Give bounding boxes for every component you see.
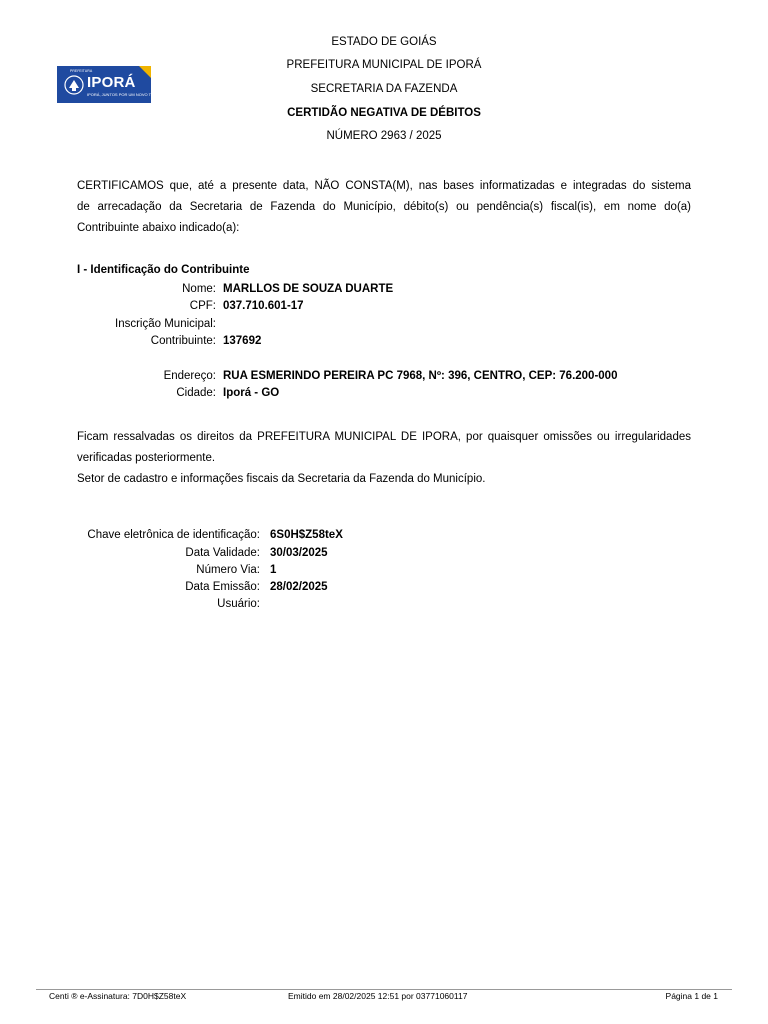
inscricao-label: Inscrição Municipal:: [115, 318, 216, 330]
header-state: ESTADO DE GOIÁS: [331, 36, 437, 48]
intro-line-2: de arrecadação da Secretaria de Fazenda do Município, débito(s) ou pendência(s) fiscal(is), em nome do(a): [77, 201, 691, 213]
cpf-value: 037.710.601-17: [223, 300, 304, 312]
intro-line-3: Contribuinte abaixo indicado(a):: [77, 222, 240, 234]
chave-value: 6S0H$Z58teX: [270, 529, 343, 541]
section-title: I - Identificação do Contribuinte: [77, 264, 250, 276]
footer-assinatura: Centi ® e-Assinatura: 7D0H$Z58teX: [49, 991, 187, 1001]
endereco-label: Endereço:: [163, 370, 216, 382]
logo-name: IPORÁ: [87, 74, 136, 91]
contribuinte-label: Contribuinte:: [150, 335, 216, 347]
validade-label: Data Validade:: [185, 547, 260, 559]
nome-label: Nome:: [182, 283, 216, 295]
via-value: 1: [270, 564, 277, 576]
ressalva-paragraph: [77, 427, 691, 490]
ressalva-line-1: Ficam ressalvadas os direitos da PREFEITURA MUNICIPAL DE IPORA, por quaisquer omissões ou irregularidades: [77, 431, 691, 443]
footer-divider: [36, 989, 732, 990]
via-label: Número Via:: [196, 564, 260, 576]
emissao-label: Data Emissão:: [185, 581, 260, 593]
cidade-label: Cidade:: [176, 387, 216, 399]
validade-value: 30/03/2025: [270, 547, 328, 559]
header-prefeitura: PREFEITURA MUNICIPAL DE IPORÁ: [286, 59, 482, 71]
nome-value: MARLLOS DE SOUZA DUARTE: [223, 283, 394, 295]
header-secretaria: SECRETARIA DA FAZENDA: [310, 83, 458, 95]
usuario-label: Usuário:: [217, 598, 260, 610]
logo-tagline: IPORÁ, JUNTOS POR UM NOVO TEMPO: [87, 92, 163, 97]
intro-line-1: CERTIFICAMOS que, até a presente data, NÃO CONSTA(M), nas bases informatizadas e integradas do sistema: [77, 180, 691, 192]
ressalva-line-2: verificadas posteriormente.: [77, 452, 216, 464]
cpf-label: CPF:: [189, 300, 216, 312]
contribuinte-value: 137692: [223, 335, 262, 347]
document-title: CERTIDÃO NEGATIVA DE DÉBITOS: [287, 107, 481, 119]
document-number: NÚMERO 2963 / 2025: [326, 130, 442, 142]
intro-paragraph: [77, 176, 691, 239]
logo-small-text: PREFEITURA: [70, 69, 93, 73]
cidade-value: Iporá - GO: [223, 387, 280, 399]
chave-label: Chave eletrônica de identificação:: [87, 529, 260, 541]
endereco-value: RUA ESMERINDO PEREIRA PC 7968, Nº: 396, CENTRO, CEP: 76.200-000: [223, 370, 618, 382]
ressalva-line-3: Setor de cadastro e informações fiscais da Secretaria da Fazenda do Município.: [77, 473, 486, 485]
footer-pagina: Página 1 de 1: [665, 991, 718, 1001]
footer-emitido: Emitido em 28/02/2025 12:51 por 03771060117: [288, 991, 468, 1001]
emissao-value: 28/02/2025: [270, 581, 328, 593]
